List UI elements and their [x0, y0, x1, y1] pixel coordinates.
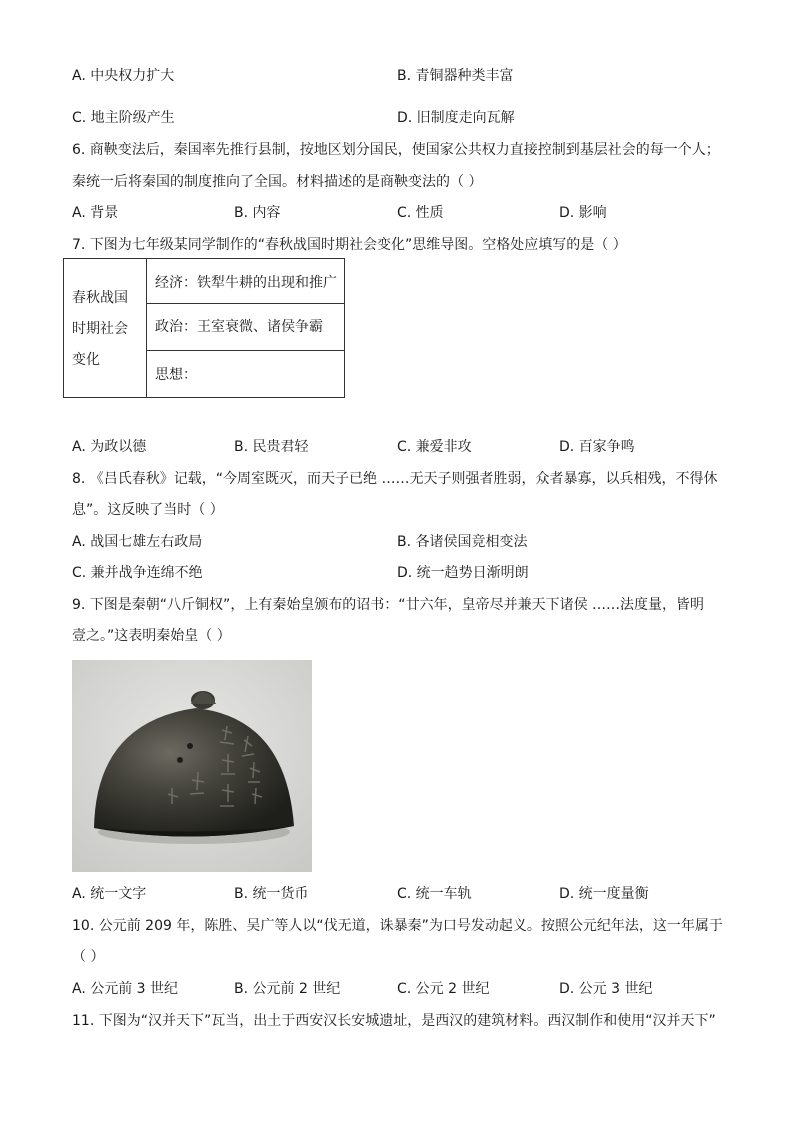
q8-option-b: B. 各诸侯国竞相变法	[397, 534, 528, 550]
q10-stem-line2: （ ）	[72, 949, 105, 965]
q10-option-d: D. 公元 3 世纪	[559, 981, 653, 997]
q8-option-a: A. 战国七雄左右政局	[72, 534, 203, 550]
q7-option-c: C. 兼爱非攻	[397, 439, 472, 455]
q10-option-c: C. 公元 2 世纪	[397, 981, 490, 997]
q6-option-b: B. 内容	[234, 205, 281, 221]
q10-option-b: B. 公元前 2 世纪	[234, 981, 341, 997]
q6-option-d: D. 影响	[559, 205, 607, 221]
q6-option-c: C. 性质	[397, 205, 444, 221]
bronze-weight-image	[72, 660, 312, 872]
q9-option-c: C. 统一车轨	[397, 886, 472, 902]
q9-option-a: A. 统一文字	[72, 886, 147, 902]
q8-option-c: C. 兼并战争连绵不绝	[72, 565, 203, 581]
mind-map-thought-cell	[147, 351, 344, 397]
q8-stem-line1: 8. 《吕氏春秋》记载，“今周室既灭，而天子已绝 ……无天子则强者胜弱，众者暴寡，以兵相残，不得休	[72, 471, 718, 487]
q11-stem-line1: 11. 下图为“汉并天下”瓦当，出土于西安汉长安城遗址，是西汉的建筑材料。西汉制作和使用“汉并天下”	[72, 1013, 716, 1029]
q5-option-c: C. 地主阶级产生	[72, 110, 175, 126]
mind-map-politics-cell	[147, 304, 344, 351]
q10-stem-line1: 10. 公元前 209 年，陈胜、吴广等人以“伐无道，诛暴秦”为口号发动起义。按照公元纪年法，这一年属于	[72, 918, 723, 934]
q8-option-d: D. 统一趋势日渐明朗	[397, 565, 529, 581]
mind-map	[63, 258, 345, 398]
q7-stem: 7. 下图为七年级某同学制作的“春秋战国时期社会变化”思维导图。空格处应填写的是（ ）	[72, 237, 627, 253]
q8-stem-line2: 息”。这反映了当时（ ）	[72, 502, 224, 518]
q10-option-a: A. 公元前 3 世纪	[72, 981, 179, 997]
q5-option-b: B. 青铜器种类丰富	[397, 68, 514, 84]
mind-map-root-line2: 时期社会	[72, 321, 128, 337]
mind-map-economy: 经济：铁犁牛耕的出现和推广	[155, 275, 337, 291]
q9-option-b: B. 统一货币	[234, 886, 309, 902]
q9-stem-line1: 9. 下图是秦朝“八斤铜权”，上有秦始皇颁布的诏书：“廿六年，皇帝尽并兼天下诸侯 ……法度量，皆明	[72, 597, 705, 613]
q6-stem-line1: 6. 商鞅变法后，秦国率先推行县制，按地区划分国民，使国家公共权力直接控制到基层社会的每一个人；	[72, 142, 720, 158]
mind-map-root-line3: 变化	[72, 352, 100, 368]
q7-option-a: A. 为政以德	[72, 439, 147, 455]
mind-map-root-line1: 春秋战国	[72, 290, 128, 306]
q5-option-d: D. 旧制度走向瓦解	[397, 110, 515, 126]
q5-option-a: A. 中央权力扩大	[72, 68, 175, 84]
q7-option-d: D. 百家争鸣	[559, 439, 635, 455]
q9-stem-line2: 壹之。”这表明秦始皇（ ）	[72, 628, 231, 644]
mind-map-thought: 思想：	[155, 367, 197, 383]
q6-stem-line2: 秦统一后将秦国的制度推向了全国。材料描述的是商鞅变法的（ ）	[72, 174, 483, 190]
q9-option-d: D. 统一度量衡	[559, 886, 649, 902]
mind-map-politics: 政治：王室衰微、诸侯争霸	[155, 319, 323, 335]
bronze-weight-photo	[72, 660, 312, 872]
q6-option-a: A. 背景	[72, 205, 119, 221]
q7-option-b: B. 民贵君轻	[234, 439, 309, 455]
mind-map-economy-cell	[147, 259, 344, 304]
mind-map-root	[64, 259, 147, 397]
